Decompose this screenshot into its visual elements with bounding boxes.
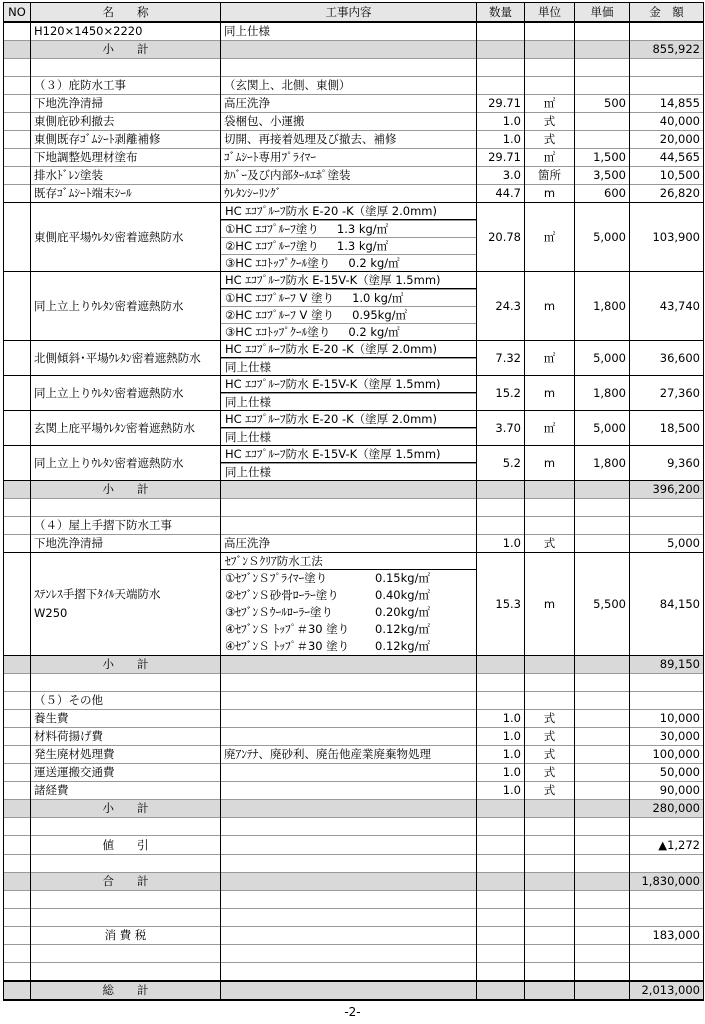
spec-line: HC ｴｺﾌﾟﾙｰﾌ防水 E-20 -K（塗厚 2.0mm): [221, 411, 476, 428]
table-row: [4, 113, 704, 131]
item-unit: 式: [525, 113, 575, 131]
item-unit: m: [525, 446, 575, 481]
item-unit: 式: [525, 728, 575, 746]
item-amount: 36,600: [630, 341, 704, 376]
spec-line: 同上仕様: [221, 393, 476, 410]
item-name: 諸経費: [31, 782, 221, 800]
table-row: [4, 782, 704, 800]
spec-lines: [221, 376, 477, 411]
col-amount: 金 額: [630, 3, 704, 23]
item-qty: 1.0: [477, 746, 525, 764]
discount-amount: ▲1,272: [630, 836, 704, 855]
spec-pair-row: [4, 446, 704, 481]
item-amount: 44,565: [630, 149, 704, 167]
item-price: 1,500: [575, 149, 630, 167]
item-amount: 10,000: [630, 710, 704, 728]
spec-line: HC ｴｺﾌﾟﾙｰﾌ防水 E-20 -K（塗厚 2.0mm): [221, 341, 476, 358]
item-price: [575, 782, 630, 800]
item-price: [575, 764, 630, 782]
section-scope: （玄関上、北側、東側）: [221, 77, 477, 95]
item-content: [221, 710, 477, 728]
total-row: [4, 873, 704, 891]
item-amount: 5,000: [630, 535, 704, 553]
item-content: 廃ｱﾝﾃﾅ、廃砂利、廃缶他産業廃棄物処理: [221, 746, 477, 764]
subtotal-row: [4, 800, 704, 818]
subtotal-amount: 396,200: [630, 481, 704, 499]
spec-line: 同上仕様: [221, 428, 476, 445]
item-name: 東側既存ｺﾞﾑｼｰﾄ剥離補修: [31, 131, 221, 149]
item-unit: 箇所: [525, 167, 575, 185]
total-amount: 1,830,000: [630, 873, 704, 891]
spec-line: ③HC ｴｺﾄｯﾌﾟｸｰﾙ塗り 0.2 kg/㎡: [221, 254, 476, 271]
item-name: 材料荷揚げ費: [31, 728, 221, 746]
page-number: -2-: [344, 1005, 361, 1019]
spec-lines: [221, 272, 477, 341]
item-unit: ㎡: [525, 149, 575, 167]
table-row: [4, 535, 704, 553]
col-no: NO: [4, 3, 31, 23]
spec-lines: [221, 203, 477, 272]
item-amount: 103,900: [630, 203, 704, 272]
item-qty: 20.78: [477, 203, 525, 272]
item-content: 同上仕様: [221, 22, 477, 41]
subtotal-label: 小 計: [31, 41, 221, 59]
col-price: 単価: [575, 3, 630, 23]
spec-line: ①HC ｴｺﾌﾟﾙｰﾌ塗り 1.3 kg/㎡: [221, 220, 476, 237]
col-content: 工事内容: [221, 3, 477, 23]
item-price: 1,800: [575, 272, 630, 341]
item-name: 発生廃材処理費: [31, 746, 221, 764]
section-heading-row: [4, 77, 704, 95]
subtotal-amount: 280,000: [630, 800, 704, 818]
blank-row: [4, 909, 704, 927]
item-name: 東側庇砂利撤去: [31, 113, 221, 131]
item-qty: 1.0: [477, 782, 525, 800]
item-content: ｺﾞﾑｼｰﾄ専用ﾌﾟﾗｲﾏｰ: [221, 149, 477, 167]
item-content: [221, 728, 477, 746]
spec-lines: [221, 341, 477, 376]
col-qty: 数量: [477, 3, 525, 23]
item-qty: 1.0: [477, 728, 525, 746]
item-unit: 式: [525, 764, 575, 782]
spec-line: ④ｾﾌﾞﾝＳ ﾄｯﾌﾟ＃30 塗り 0.12kg/㎡: [225, 622, 430, 636]
spec-block-row: [4, 553, 704, 656]
item-content: 切開、再接着処理及び撤去、補修: [221, 131, 477, 149]
subtotal-amount: 855,922: [630, 41, 704, 59]
item-unit: ㎡: [525, 341, 575, 376]
item-price: 3,500: [575, 167, 630, 185]
item-unit: 式: [525, 746, 575, 764]
item-price: 1,800: [575, 376, 630, 411]
item-qty: 29.71: [477, 149, 525, 167]
item-qty: 15.2: [477, 376, 525, 411]
item-content: 袋梱包、小運搬: [221, 113, 477, 131]
item-qty: 1.0: [477, 710, 525, 728]
blank-row: [4, 963, 704, 982]
table-row: [4, 746, 704, 764]
item-qty: 7.32: [477, 341, 525, 376]
spec-line: ③HC ｴｺﾄｯﾌﾟｸｰﾙ塗り 0.2 kg/㎡: [221, 323, 476, 340]
item-content: 高圧洗浄: [221, 95, 477, 113]
item-name: 東側庇平場ｳﾚﾀﾝ密着遮熱防水: [31, 203, 221, 272]
spec-line: ②HC ｴｺﾌﾟﾙｰﾌ塗り 1.3 kg/㎡: [221, 237, 476, 254]
item-qty: 1.0: [477, 113, 525, 131]
blank-row: [4, 891, 704, 909]
table-row: [4, 95, 704, 113]
item-name: 下地調整処理材塗布: [31, 149, 221, 167]
tax-amount: 183,000: [630, 927, 704, 945]
item-amount: 90,000: [630, 782, 704, 800]
item-name: 下地洗浄清掃: [31, 95, 221, 113]
table-row: [4, 185, 704, 203]
spec-line: HC ｴｺﾌﾟﾙｰﾌ防水 E-15V-K（塗厚 1.5mm): [221, 376, 476, 393]
item-name-line1: ｽﾃﾝﾚｽ手摺下ﾀｲﾙ天端防水: [34, 587, 161, 601]
item-amount: 100,000: [630, 746, 704, 764]
spec-pair-row: [4, 376, 704, 411]
item-qty: 3.0: [477, 167, 525, 185]
item-amount: 14,855: [630, 95, 704, 113]
item-price: 5,000: [575, 411, 630, 446]
item-amount: 27,360: [630, 376, 704, 411]
blank-row: [4, 818, 704, 836]
spec-line: 同上仕様: [221, 358, 476, 375]
table-row: [4, 728, 704, 746]
item-qty: 1.0: [477, 131, 525, 149]
tax-row: [4, 927, 704, 945]
table-row: [4, 131, 704, 149]
item-qty: 29.71: [477, 95, 525, 113]
subtotal-row: [4, 41, 704, 59]
item-name: 北側傾斜･平場ｳﾚﾀﾝ密着遮熱防水: [31, 341, 221, 376]
item-unit: 式: [525, 535, 575, 553]
item-amount: 50,000: [630, 764, 704, 782]
item-name-line2: W250: [34, 606, 68, 620]
item-content: ｳﾚﾀﾝｼｰﾘﾝｸﾞ: [221, 185, 477, 203]
item-price: 5,000: [575, 203, 630, 272]
item-name: 下地洗浄清掃: [31, 535, 221, 553]
item-amount: 10,500: [630, 167, 704, 185]
item-amount: 43,740: [630, 272, 704, 341]
item-price: [575, 131, 630, 149]
item-price: 5,000: [575, 341, 630, 376]
grand-total-row: [4, 981, 704, 1000]
item-qty: 3.70: [477, 411, 525, 446]
item-price: [575, 113, 630, 131]
item-amount: 40,000: [630, 113, 704, 131]
table-row: [4, 764, 704, 782]
spec-line: ②ｾﾌﾞﾝＳ砂骨ﾛｰﾗｰ塗り 0.40kg/㎡: [225, 588, 430, 602]
section-heading: （５）その他: [31, 692, 221, 710]
spec-block-row: [4, 203, 704, 272]
spec-pair-row: [4, 411, 704, 446]
spec-line: ①ｾﾌﾞﾝＳﾌﾟﾗｲﾏｰ塗り 0.15kg/㎡: [225, 571, 430, 585]
item-content: 高圧洗浄: [221, 535, 477, 553]
blank-row: [4, 855, 704, 873]
subtotal-row: [4, 656, 704, 674]
total-label: 合 計: [31, 873, 221, 891]
grand-total-label: 総 計: [31, 981, 221, 1000]
item-price: 5,500: [575, 553, 630, 656]
spec-line: ②HC ｴｺﾌﾟﾙｰﾌ V 塗り 0.95kg/㎡: [221, 306, 476, 323]
item-price: [575, 535, 630, 553]
item-name: 同上立上りｳﾚﾀﾝ密着遮熱防水: [31, 272, 221, 341]
spec-lines: [221, 446, 477, 481]
item-content: [221, 764, 477, 782]
spec-lines: [221, 411, 477, 446]
item-name: 同上立上りｳﾚﾀﾝ密着遮熱防水: [31, 446, 221, 481]
section-heading: （３）庇防水工事: [31, 77, 221, 95]
spec-line: HC ｴｺﾌﾟﾙｰﾌ防水 E-15V-K（塗厚 1.5mm): [221, 446, 476, 463]
table-row: [4, 167, 704, 185]
table-row: [4, 149, 704, 167]
item-qty: 15.3: [477, 553, 525, 656]
discount-label: 値 引: [31, 836, 221, 855]
item-content: [221, 782, 477, 800]
spec-line: 同上仕様: [221, 463, 476, 480]
blank-row: [4, 59, 704, 77]
subtotal-label: 小 計: [31, 656, 221, 674]
spec-line: ③ｾﾌﾞﾝＳｳｰﾙﾛｰﾗｰ塗り 0.20kg/㎡: [225, 605, 430, 619]
item-amount: 18,500: [630, 411, 704, 446]
item-unit: 式: [525, 710, 575, 728]
item-unit: ㎡: [525, 411, 575, 446]
spec-line: HC ｴｺﾌﾟﾙｰﾌ防水 E-15V-K（塗厚 1.5mm): [221, 272, 476, 289]
grand-total-amount: 2,013,000: [630, 981, 704, 1000]
item-name: 養生費: [31, 710, 221, 728]
item-amount: 26,820: [630, 185, 704, 203]
item-unit: ㎡: [525, 203, 575, 272]
table-row: [4, 22, 704, 41]
item-price: 1,800: [575, 446, 630, 481]
col-name: 名 称: [31, 3, 221, 23]
discount-row: [4, 836, 704, 855]
tax-label: 消 費 税: [31, 927, 221, 945]
item-name: 既存ｺﾞﾑｼｰﾄ端末ｼｰﾙ: [31, 185, 221, 203]
item-unit: m: [525, 376, 575, 411]
item-qty: 1.0: [477, 535, 525, 553]
spec-block-row: [4, 272, 704, 341]
blank-row: [4, 674, 704, 692]
item-qty: 5.2: [477, 446, 525, 481]
table-row: [4, 710, 704, 728]
item-price: 500: [575, 95, 630, 113]
item-unit: 式: [525, 782, 575, 800]
subtotal-label: 小 計: [31, 800, 221, 818]
item-name: 運送運搬交通費: [31, 764, 221, 782]
section-heading-row: [4, 692, 704, 710]
header-row: [4, 3, 704, 23]
item-unit: m: [525, 553, 575, 656]
item-price: [575, 728, 630, 746]
estimate-table: [3, 2, 704, 1001]
spec-line: ①HC ｴｺﾌﾟﾙｰﾌ V 塗り 1.0 kg/㎡: [221, 289, 476, 306]
item-name: 排水ﾄﾞﾚﾝ塗装: [31, 167, 221, 185]
item-price: [575, 746, 630, 764]
item-name: H120×1450×2220: [31, 22, 221, 41]
item-qty: 1.0: [477, 764, 525, 782]
spec-line: ④ｾﾌﾞﾝＳ ﾄｯﾌﾟ＃30 塗り 0.12kg/㎡: [225, 639, 430, 653]
spec-pair-row: [4, 341, 704, 376]
item-qty: 24.3: [477, 272, 525, 341]
item-amount: 9,360: [630, 446, 704, 481]
item-amount: 30,000: [630, 728, 704, 746]
section-heading-row: [4, 517, 704, 535]
item-qty: 44.7: [477, 185, 525, 203]
item-name: [31, 553, 221, 656]
section-heading: （４）屋上手摺下防水工事: [31, 517, 221, 535]
subtotal-label: 小 計: [31, 481, 221, 499]
col-unit: 単位: [525, 3, 575, 23]
item-price: 600: [575, 185, 630, 203]
item-unit: ㎡: [525, 95, 575, 113]
item-price: [575, 710, 630, 728]
spec-line: ｾﾌﾞﾝＳｸﾘｱ防水工法: [221, 553, 476, 570]
blank-row: [4, 499, 704, 517]
item-amount: 20,000: [630, 131, 704, 149]
item-name: 同上立上りｳﾚﾀﾝ密着遮熱防水: [31, 376, 221, 411]
subtotal-amount: 89,150: [630, 656, 704, 674]
item-name: 玄関上庇平場ｳﾚﾀﾝ密着遮熱防水: [31, 411, 221, 446]
spec-line: HC ｴｺﾌﾟﾙｰﾌ防水 E-20 -K（塗厚 2.0mm): [221, 203, 476, 220]
subtotal-row: [4, 481, 704, 499]
item-content: ｶﾊﾞｰ及び内部ﾀｰﾙｴﾎﾟ塗装: [221, 167, 477, 185]
spec-lines: [221, 553, 477, 656]
item-amount: 84,150: [630, 553, 704, 656]
blank-row: [4, 945, 704, 963]
item-unit: m: [525, 272, 575, 341]
item-unit: 式: [525, 131, 575, 149]
item-unit: m: [525, 185, 575, 203]
